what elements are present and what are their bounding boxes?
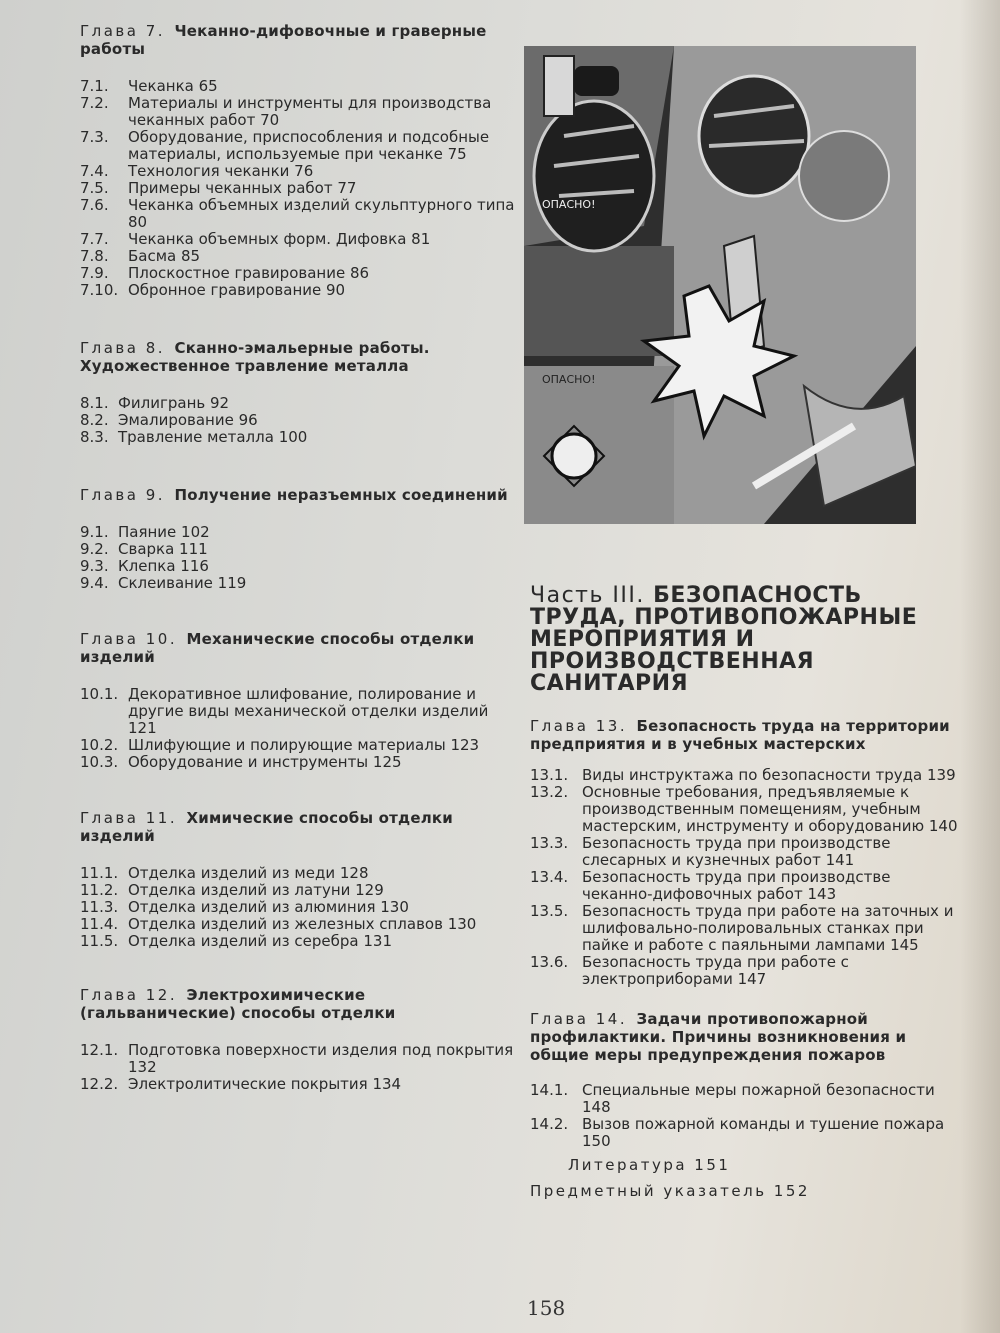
entry-number: 10.1. (80, 685, 119, 703)
list-item (80, 899, 520, 916)
chapter-heading (530, 1010, 960, 1064)
chapter-title: Получение неразъемных соединений (174, 486, 508, 504)
list-item (530, 903, 960, 954)
list-item (80, 248, 520, 265)
subject-index-entry: Предметный указатель 152 (530, 1182, 810, 1200)
entry-text: Примеры чеканных работ 77 (128, 179, 357, 197)
entry-text: Клепка 116 (118, 557, 209, 575)
chapter-12 (80, 986, 520, 1093)
list-item (80, 265, 520, 282)
entry-text: Безопасность труда при производстве слесарных и кузнечных работ 141 (582, 834, 891, 869)
chapter-title: Сканно-эмальерные работы. Художественное травление металла (80, 339, 430, 375)
chapter-heading (80, 630, 520, 666)
right-column (530, 585, 960, 1218)
entry-text: Основные требования, предъявляемые к производственным помещениям, учебным мастерским, инструменту и оборудованию 140 (582, 783, 958, 835)
literature-entry: Литература 151 (568, 1156, 731, 1174)
entry-list (80, 686, 520, 771)
entry-text: Сварка 111 (118, 540, 208, 558)
entry-text: Чеканка объемных изделий скульптурного типа 80 (128, 196, 515, 231)
entry-number: 9.4. (80, 574, 109, 592)
safety-illustration (524, 46, 916, 524)
illustration-drawing (524, 46, 916, 524)
list-item (80, 429, 520, 446)
list-item (530, 954, 960, 988)
entry-text: Обронное гравирование 90 (128, 281, 346, 299)
chapter-title: Чеканно-дифовочные и граверные работы (80, 22, 487, 58)
entry-text: Чеканка объемных форм. Дифовка 81 (128, 230, 431, 248)
entry-list (80, 1042, 520, 1093)
entry-text: Материалы и инструменты для производства чеканных работ 70 (128, 94, 492, 129)
chapter-title: Задачи противопожарной профилактики. Причины возникновения и общие меры предупреждения пожаров (530, 1010, 907, 1064)
chapter-heading (530, 717, 960, 753)
list-item (530, 869, 960, 903)
entry-number: 11.5. (80, 932, 119, 950)
entry-number: 9.3. (80, 557, 109, 575)
chapter-13 (530, 717, 960, 988)
entry-text: Отделка изделий из алюминия 130 (128, 898, 409, 916)
list-item (80, 882, 520, 899)
list-item (80, 558, 520, 575)
list-item (80, 575, 520, 592)
chapter-title: Механические способы отделки изделий (80, 630, 475, 666)
entry-list (80, 395, 520, 446)
list-item (80, 754, 520, 771)
chapter-prefix: Глава 10. (80, 630, 178, 648)
list-item (80, 78, 520, 95)
chapter-11 (80, 809, 520, 950)
entry-text: Отделка изделий из латуни 129 (128, 881, 384, 899)
entry-number: 7.2. (80, 94, 109, 112)
chapter-prefix: Глава 11. (80, 809, 178, 827)
list-item (80, 686, 520, 737)
entry-number: 14.2. (530, 1115, 569, 1133)
entry-number: 14.1. (530, 1081, 569, 1099)
entry-list (530, 767, 960, 988)
chapter-title: Химические способы отделки изделий (80, 809, 454, 845)
entry-text: Чеканка 65 (128, 77, 218, 95)
chapter-prefix: Глава 7. (80, 22, 166, 40)
entry-text: Оборудование и инструменты 125 (128, 753, 402, 771)
list-item (530, 1082, 960, 1116)
list-item (80, 916, 520, 933)
entry-number: 7.4. (80, 162, 109, 180)
list-item (80, 197, 520, 231)
chapter-prefix: Глава 12. (80, 986, 178, 1004)
entry-text: Специальные меры пожарной безопасности 148 (582, 1081, 935, 1116)
entry-text: Травление металла 100 (118, 428, 308, 446)
entry-number: 13.3. (530, 834, 569, 852)
entry-number: 8.2. (80, 411, 109, 429)
entry-list (80, 78, 520, 299)
entry-text: Подготовка поверхности изделия под покрытия 132 (128, 1041, 514, 1076)
chapter-prefix: Глава 13. (530, 717, 628, 735)
entry-number: 7.7. (80, 230, 109, 248)
part-title: БЕЗОПАСНОСТЬ ТРУДА, ПРОТИВОПОЖАРНЫЕ МЕРОПРИЯТИЯ И ПРОИЗВОДСТВЕННАЯ САНИТАРИЯ (530, 583, 918, 696)
chapter-title: Электрохимические (гальванические) способы отделки (80, 986, 396, 1022)
chapter-14 (530, 1010, 960, 1202)
entry-text: Безопасность труда при работе с электроприборами 147 (582, 953, 849, 988)
entry-number: 9.1. (80, 523, 109, 541)
entry-text: Склеивание 119 (118, 574, 247, 592)
entry-text: Отделка изделий из меди 128 (128, 864, 369, 882)
list-item (530, 784, 960, 835)
list-item (530, 767, 960, 784)
chapter-heading (80, 986, 520, 1022)
chapter-prefix: Глава 14. (530, 1010, 628, 1028)
list-item (80, 129, 520, 163)
entry-number: 13.4. (530, 868, 569, 886)
page-shadow (960, 0, 1000, 1333)
entry-text: Декоративное шлифование, полирование и другие виды механической отделки изделий 121 (128, 685, 489, 737)
entry-text: Оборудование, приспособления и подсобные материалы, используемые при чеканке 75 (128, 128, 490, 163)
list-item (80, 95, 520, 129)
chapter-title: Безопасность труда на территории предприятия и в учебных мастерских (530, 717, 950, 753)
chapter-7 (80, 22, 520, 299)
list-item (80, 163, 520, 180)
entry-text: Виды инструктажа по безопасности труда 139 (582, 766, 956, 784)
entry-number: 13.5. (530, 902, 569, 920)
entry-list (80, 524, 520, 592)
entry-number: 8.3. (80, 428, 109, 446)
entry-number: 11.2. (80, 881, 119, 899)
list-item (80, 865, 520, 882)
chapter-10 (80, 630, 520, 771)
entry-number: 7.10. (80, 281, 119, 299)
list-item (80, 1076, 520, 1093)
chapter-prefix: Глава 8. (80, 339, 166, 357)
entry-number: 12.2. (80, 1075, 119, 1093)
part-heading (530, 585, 960, 695)
entry-text: Шлифующие и полирующие материалы 123 (128, 736, 480, 754)
entry-number: 7.5. (80, 179, 109, 197)
entry-text: Вызов пожарной команды и тушение пожара 150 (582, 1115, 945, 1150)
page-number: 158 (527, 1296, 566, 1320)
part-prefix: Часть III. (530, 583, 645, 608)
entry-number: 9.2. (80, 540, 109, 558)
entry-list (80, 865, 520, 950)
list-item (80, 395, 520, 412)
list-item (80, 412, 520, 429)
chapter-heading (80, 486, 520, 504)
entry-text: Электролитические покрытия 134 (128, 1075, 402, 1093)
list-item (80, 737, 520, 754)
entry-text: Эмалирование 96 (118, 411, 258, 429)
entry-text: Плоскостное гравирование 86 (128, 264, 370, 282)
list-item (530, 835, 960, 869)
entry-list (530, 1082, 960, 1150)
entry-number: 8.1. (80, 394, 109, 412)
list-item (80, 1042, 520, 1076)
entry-text: Безопасность труда при работе на заточных и шлифовально-полировальных станках при пайке и работе с паяльными лампами 145 (582, 902, 954, 954)
entry-number: 11.4. (80, 915, 119, 933)
entry-number: 13.6. (530, 953, 569, 971)
chapter-heading (80, 22, 520, 58)
list-item (80, 933, 520, 950)
chapter-heading (80, 809, 520, 845)
entry-number: 11.1. (80, 864, 119, 882)
entry-number: 10.3. (80, 753, 119, 771)
entry-number: 7.3. (80, 128, 109, 146)
entry-text: Безопасность труда при производстве чеканно-дифовочных работ 143 (582, 868, 891, 903)
entry-number: 7.6. (80, 196, 109, 214)
entry-text: Басма 85 (128, 247, 201, 265)
chapter-9 (80, 486, 520, 592)
list-item (80, 282, 520, 299)
entry-number: 13.1. (530, 766, 569, 784)
entry-number: 7.9. (80, 264, 109, 282)
entry-text: Паяние 102 (118, 523, 210, 541)
entry-text: Филигрань 92 (118, 394, 230, 412)
danger-label: ОПАСНО! (542, 198, 596, 211)
list-item (80, 231, 520, 248)
entry-text: Отделка изделий из серебра 131 (128, 932, 393, 950)
list-item (80, 541, 520, 558)
entry-number: 13.2. (530, 783, 569, 801)
entry-text: Отделка изделий из железных сплавов 130 (128, 915, 477, 933)
chapter-8 (80, 339, 520, 446)
chapter-heading (80, 339, 520, 375)
chapter-prefix: Глава 9. (80, 486, 166, 504)
entry-number: 10.2. (80, 736, 119, 754)
danger-label: ОПАСНО! (542, 373, 596, 386)
entry-text: Технология чеканки 76 (128, 162, 314, 180)
list-item (80, 524, 520, 541)
entry-number: 12.1. (80, 1041, 119, 1059)
entry-number: 7.8. (80, 247, 109, 265)
list-item (80, 180, 520, 197)
list-item (530, 1116, 960, 1150)
entry-number: 11.3. (80, 898, 119, 916)
left-column (80, 22, 520, 1109)
entry-number: 7.1. (80, 77, 109, 95)
